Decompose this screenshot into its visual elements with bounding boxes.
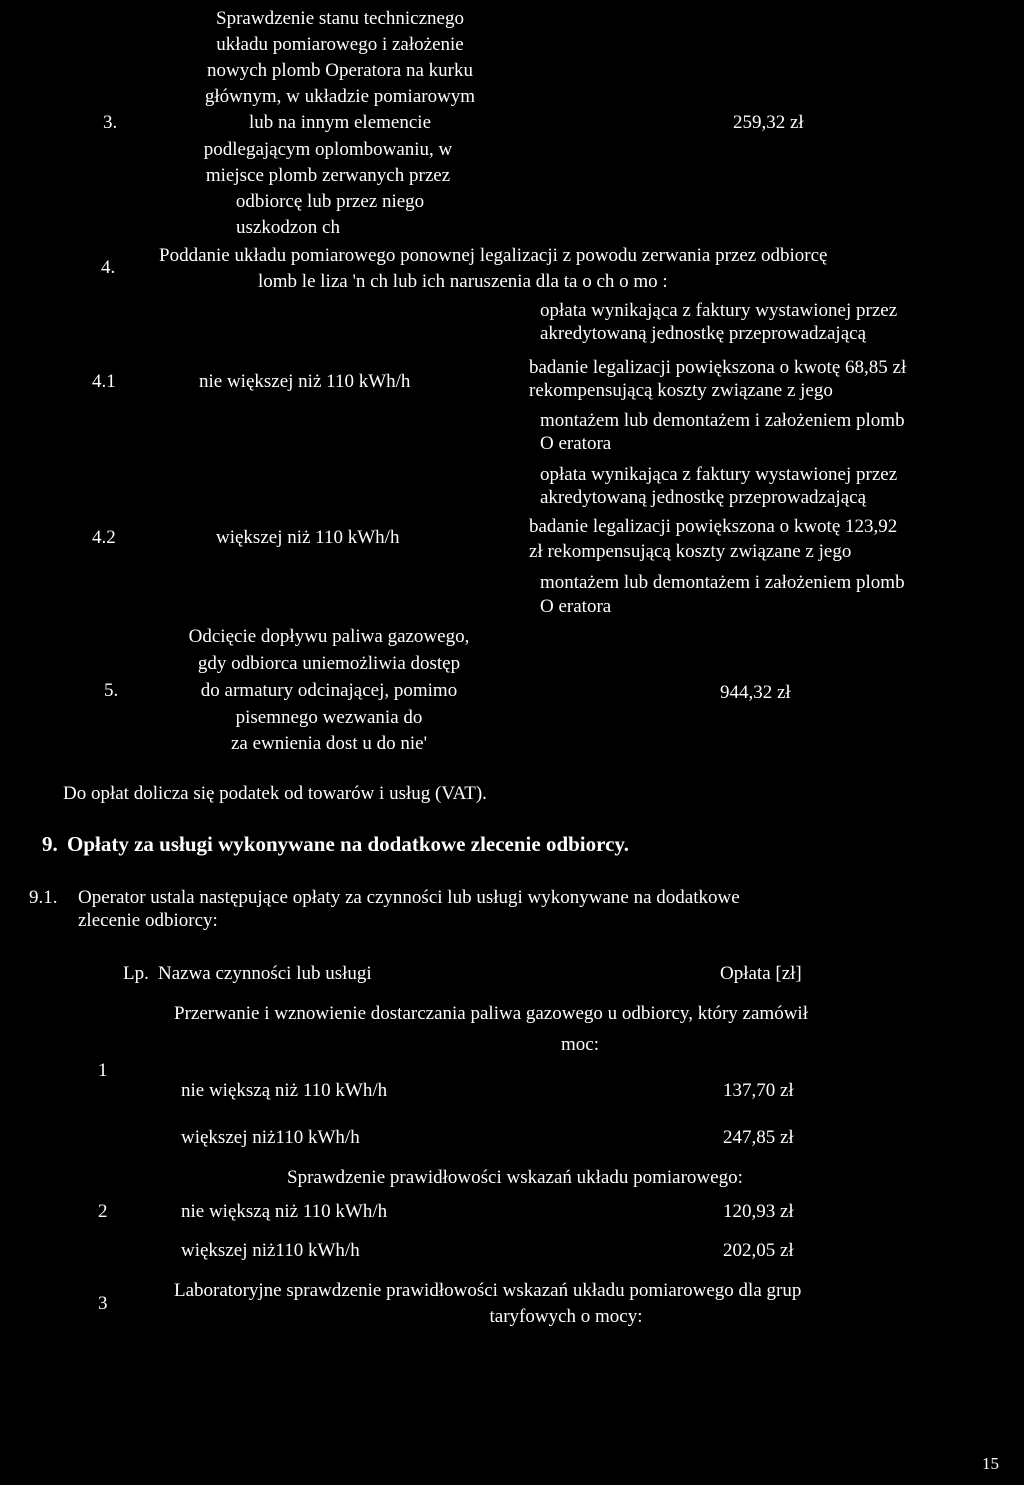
table2-header-lp: Lp.: [123, 963, 149, 984]
row3-desc-line: odbiorcę lub przez niego: [235, 191, 425, 212]
row3-desc-line: Sprawdzenie stanu technicznego: [216, 8, 464, 29]
row3-fee: 259,32 zł: [733, 112, 804, 133]
row42-fee-line: opłata wynikająca z faktury wystawionej przez: [540, 464, 898, 485]
row3-desc-line: uszkodzon ch: [236, 217, 340, 238]
table2-row2-lp: 2: [98, 1201, 108, 1222]
row41-fee-line: badanie legalizacji powiększona o kwotę 68,85 zł: [529, 357, 907, 378]
table2-row2-sub-desc: nie większą niż 110 kWh/h: [181, 1201, 388, 1222]
row4-desc-line: lomb le liza 'n ch lub ich naruszenia dla ta o ch o mo :: [258, 271, 668, 292]
row42-fee-line: O eratora: [540, 596, 612, 617]
table2-row1-sub-fee: 247,85 zł: [723, 1127, 794, 1148]
table2-row2-sub-fee: 202,05 zł: [723, 1240, 794, 1261]
table2-row3-title2: taryfowych o mocy:: [489, 1306, 643, 1327]
row4-desc-line: Poddanie układu pomiarowego ponownej legalizacji z powodu zerwania przez odbiorcę: [159, 245, 828, 266]
table2-row1-sub-desc: większej niż110 kWh/h: [181, 1127, 360, 1148]
row3-desc-line: lub na innym elemencie: [248, 112, 432, 133]
row5-desc-line: do armatury odcinającej, pomimo: [200, 680, 458, 701]
table2-row1-title2: moc:: [561, 1034, 599, 1055]
row42-lp: 4.2: [92, 527, 116, 548]
row41-fee-line: montażem lub demontażem i założeniem plomb: [540, 410, 905, 431]
row42-fee-line: montażem lub demontażem i założeniem plomb: [540, 572, 905, 593]
row5-desc-line: za ewnienia dost u do nie': [230, 733, 428, 754]
row41-fee-line: O eratora: [540, 433, 612, 454]
row3-desc-line: układu pomiarowego i założenie: [216, 34, 464, 55]
row5-desc-line: Odcięcie dopływu paliwa gazowego,: [188, 626, 470, 647]
row3-desc-line: podlegającym oplombowaniu, w: [203, 139, 453, 160]
row41-fee-line: akredytowaną jednostkę przeprowadzającą: [540, 323, 866, 344]
section-91-number: 9.1.: [29, 887, 58, 908]
row42-fee-line: zł rekompensującą koszty związane z jego: [529, 541, 852, 562]
row42-fee-line: akredytowaną jednostkę przeprowadzającą: [540, 487, 866, 508]
table2-row1-sub-fee: 137,70 zł: [723, 1080, 794, 1101]
section-91-text-line: zlecenie odbiorcy:: [78, 910, 218, 931]
row41-fee-line: rekompensującą koszty związane z jego: [529, 380, 833, 401]
vat-note: Do opłat dolicza się podatek od towarów i usług (VAT).: [63, 783, 487, 804]
table2-row2-sub-fee: 120,93 zł: [723, 1201, 794, 1222]
row3-desc-line: nowych plomb Operatora na kurku: [207, 60, 473, 81]
row42-fee-line: badanie legalizacji powiększona o kwotę 123,92: [529, 516, 898, 537]
row41-desc: nie większej niż 110 kWh/h: [199, 371, 411, 392]
row4-lp: 4.: [101, 257, 116, 278]
row3-lp: 3.: [103, 112, 118, 133]
table2-row3-lp: 3: [98, 1293, 108, 1314]
row42-desc: większej niż 110 kWh/h: [216, 527, 400, 548]
table2-row1-sub-desc: nie większą niż 110 kWh/h: [181, 1080, 388, 1101]
table2-row1-title: Przerwanie i wznowienie dostarczania paliwa gazowego u odbiorcy, który zamówił: [174, 1003, 808, 1024]
row41-fee-line: opłata wynikająca z faktury wystawionej przez: [540, 300, 898, 321]
row5-fee: 944,32 zł: [720, 682, 791, 703]
section-91-text-line: Operator ustala następujące opłaty za czynności lub usługi wykonywane na dodatkowe: [78, 887, 740, 908]
table2-row2-sub-desc: większej niż110 kWh/h: [181, 1240, 360, 1261]
table2-row3-title: Laboratoryjne sprawdzenie prawidłowości wskazań układu pomiarowego dla grup: [174, 1280, 802, 1301]
table2-row1-lp: 1: [98, 1060, 108, 1081]
row41-lp: 4.1: [92, 371, 116, 392]
table2-header-fee: Opłata [zł]: [720, 963, 802, 984]
table2-header-name: Nazwa czynności lub usługi: [158, 963, 372, 984]
section-9-number: 9.: [42, 832, 58, 856]
section-9-title: Opłaty za usługi wykonywane na dodatkowe zlecenie odbiorcy.: [67, 832, 629, 856]
row5-desc-line: pisemnego wezwania do: [235, 707, 423, 728]
page-number: 15: [982, 1454, 999, 1473]
row3-desc-line: miejsce plomb zerwanych przez: [205, 165, 451, 186]
row5-lp: 5.: [104, 680, 119, 701]
row3-desc-line: głównym, w układzie pomiarowym: [204, 86, 476, 107]
row5-desc-line: gdy odbiorca uniemożliwia dostęp: [197, 653, 461, 674]
table2-row2-title: Sprawdzenie prawidłowości wskazań układu pomiarowego:: [287, 1167, 743, 1188]
